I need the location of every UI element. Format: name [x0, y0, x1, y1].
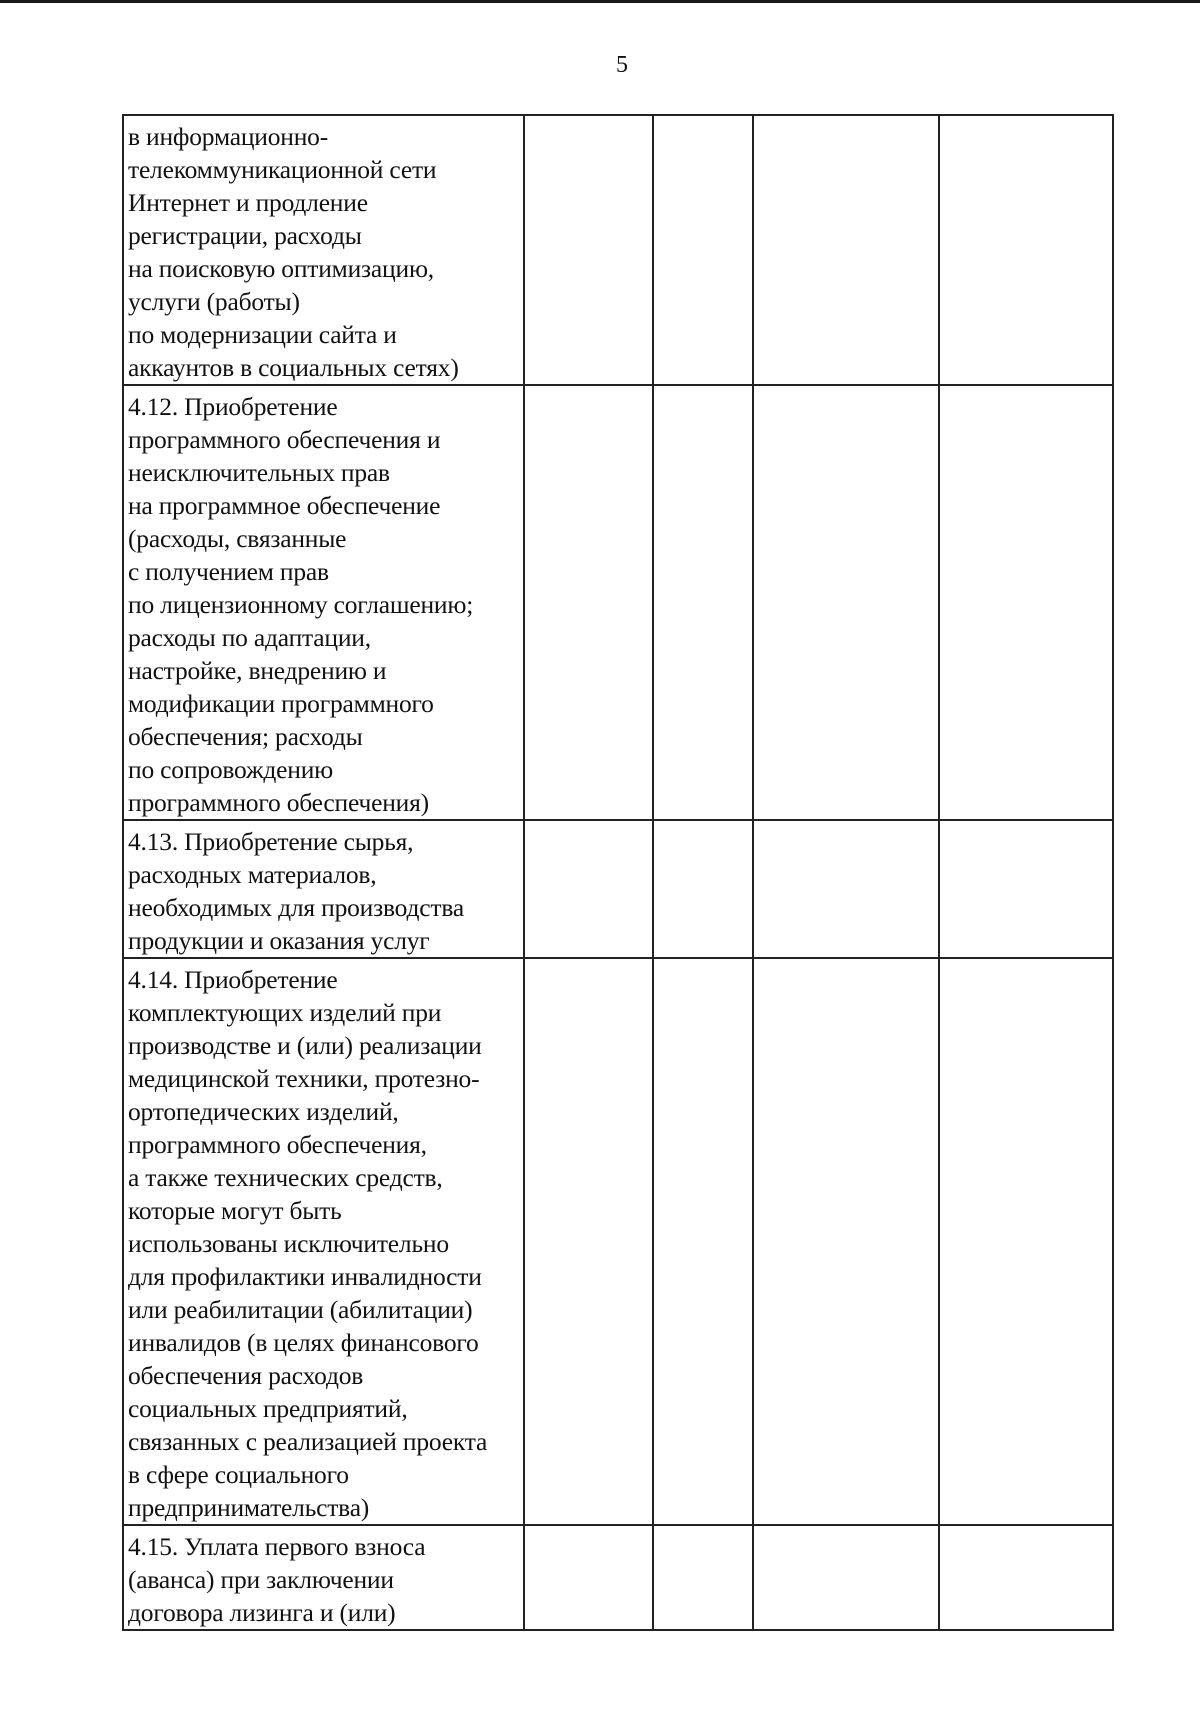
description-line: 4.13. Приобретение сырья, [128, 827, 414, 856]
description-line: в информационно- [128, 122, 329, 151]
table-cell [939, 115, 1113, 385]
table-cell [653, 820, 753, 958]
table-cell [939, 1525, 1113, 1630]
description-line: 4.14. Приобретение [128, 965, 338, 994]
table-cell [524, 385, 653, 820]
description-line: договора лизинга и (или) [128, 1598, 396, 1627]
table-cell [939, 820, 1113, 958]
description-line: по модернизации сайта и [128, 320, 397, 349]
description-line: для профилактики инвалидности [128, 1262, 482, 1291]
page-number: 5 [616, 52, 628, 78]
table-cell [524, 1525, 653, 1630]
expense-table-body [123, 115, 1113, 1630]
description-line: по сопровождению [128, 755, 334, 784]
description-line: модификации программного [128, 689, 434, 718]
description-line: программного обеспечения, [128, 1130, 427, 1159]
description-line: социальных предприятий, [128, 1394, 408, 1423]
table-cell [524, 115, 653, 385]
description-line: Интернет и продление [128, 188, 368, 217]
description-line: предпринимательства) [128, 1493, 370, 1522]
description-line: (расходы, связанные [128, 524, 347, 553]
table-row [123, 115, 1113, 385]
description-line: телекоммуникационной сети [128, 155, 437, 184]
description-line: 4.15. Уплата первого взноса [128, 1532, 426, 1561]
description-line: которые могут быть [128, 1196, 342, 1225]
table-row [123, 385, 1113, 820]
table-cell [653, 1525, 753, 1630]
description-line: медицинской техники, протезно- [128, 1064, 480, 1093]
table-cell [524, 958, 653, 1525]
table-cell [753, 385, 939, 820]
description-line: расходных материалов, [128, 860, 377, 889]
table-cell [653, 385, 753, 820]
description-line: в сфере социального [128, 1460, 349, 1489]
description-line: использованы исключительно [128, 1229, 449, 1258]
row-description [123, 958, 524, 1525]
description-line: с получением прав [128, 557, 329, 586]
table-cell [753, 115, 939, 385]
description-line: (аванса) при заключении [128, 1565, 394, 1594]
description-line: или реабилитации (абилитации) [128, 1295, 473, 1324]
description-line: аккаунтов в социальных сетях) [128, 353, 459, 382]
row-description [123, 385, 524, 820]
table-cell [524, 820, 653, 958]
table-cell [939, 958, 1113, 1525]
description-line: ортопедических изделий, [128, 1097, 399, 1126]
description-line: необходимых для производства [128, 893, 464, 922]
description-line: инвалидов (в целях финансового [128, 1328, 479, 1357]
table-cell [939, 385, 1113, 820]
description-line: комплектующих изделий при [128, 998, 442, 1027]
table-cell [753, 958, 939, 1525]
description-line: а также технических средств, [128, 1163, 443, 1192]
table-cell [753, 820, 939, 958]
table-cell [653, 958, 753, 1525]
row-description [123, 1525, 524, 1630]
description-line: услуги (работы) [128, 287, 300, 316]
description-line: обеспечения; расходы [128, 722, 363, 751]
description-line: настройке, внедрению и [128, 656, 387, 685]
page-top-edge [0, 0, 1200, 3]
description-line: программного обеспечения) [128, 788, 429, 817]
row-description [123, 820, 524, 958]
row-description [123, 115, 524, 385]
description-line: обеспечения расходов [128, 1361, 364, 1390]
table-cell [653, 115, 753, 385]
description-line: расходы по адаптации, [128, 623, 371, 652]
table-row [123, 1525, 1113, 1630]
description-line: по лицензионному соглашению; [128, 590, 474, 619]
description-line: производстве и (или) реализации [128, 1031, 482, 1060]
table-cell [753, 1525, 939, 1630]
description-line: регистрации, расходы [128, 221, 362, 250]
table-row [123, 958, 1113, 1525]
description-line: 4.12. Приобретение [128, 392, 338, 421]
table-row [123, 820, 1113, 958]
expense-table [122, 114, 1114, 1631]
description-line: программного обеспечения и [128, 425, 441, 454]
description-line: неисключительных прав [128, 458, 390, 487]
description-line: на программное обеспечение [128, 491, 441, 520]
description-line: связанных с реализацией проекта [128, 1427, 488, 1456]
description-line: на поисковую оптимизацию, [128, 254, 434, 283]
description-line: продукции и оказания услуг [128, 926, 430, 955]
